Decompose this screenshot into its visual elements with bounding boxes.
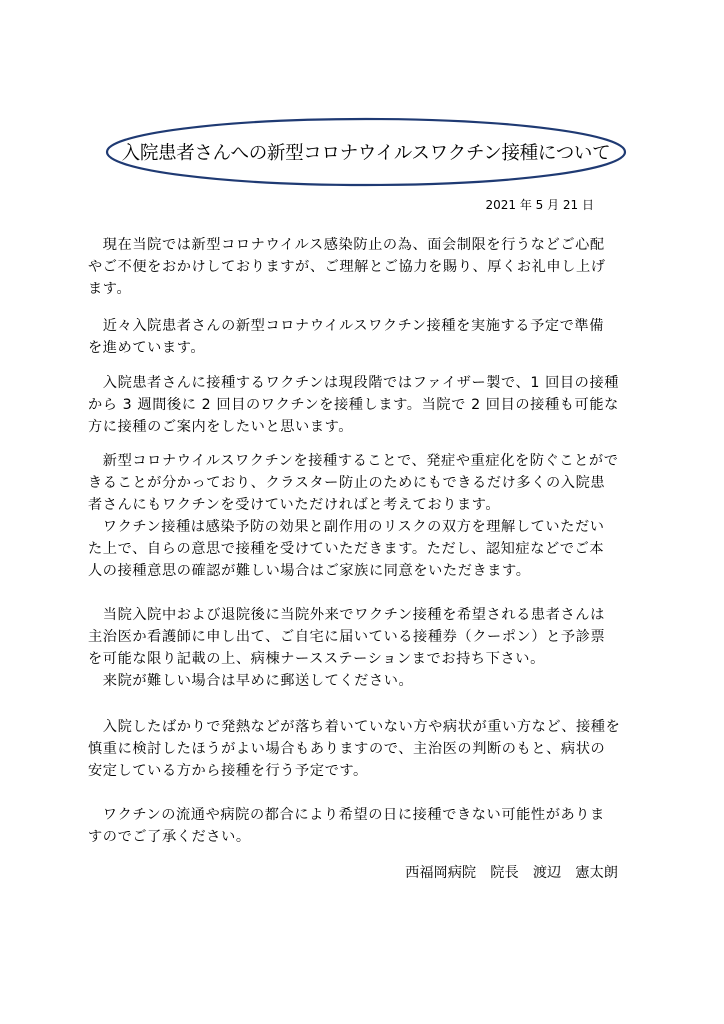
paragraph-line: 来院が難しい場合は早めに郵送してください。 [88, 673, 414, 689]
title-banner [104, 116, 628, 188]
paragraph-line: 安定している方から接種を行う予定です。 [88, 763, 368, 779]
paragraph-line: 当院入院中および退院後に当院外来でワクチン接種を希望される患者さんは [88, 607, 605, 623]
paragraph-visitation [88, 234, 636, 300]
paragraph-line: 慎重に検討したほうがよい場合もありますので、主治医の判断のもと、病状の [88, 741, 606, 757]
page-title: 入院患者さんへの新型コロナウイルスワクチン接種について [121, 143, 611, 164]
paragraph-line: すのでご了承ください。 [88, 829, 251, 845]
paragraph-caution [88, 716, 636, 782]
paragraph-consent [88, 516, 636, 582]
paragraph-line: 入院したばかりで発熱などが落ち着いていない方や病状が重い方など、接種を [88, 719, 621, 735]
paragraph-line: きることが分かっており、クラスター防止のためにもできるだけ多くの入院患 [88, 475, 606, 491]
paragraph-line: 方に接種のご案内をしたいと思います。 [88, 419, 354, 435]
paragraph-line: ワクチン接種は感染予防の効果と副作用のリスクの双方を理解していただい [88, 519, 605, 535]
paragraph-supply-notice [88, 804, 636, 848]
paragraph-line: 者さんにもワクチンを受けていただければと考えております。 [88, 497, 501, 513]
paragraph-vaccine-schedule [88, 372, 636, 438]
paragraph-line: 人の接種意思の確認が難しい場合はご家族に同意をいただきます。 [88, 563, 531, 579]
paragraph-line: 入院患者さんに接種するワクチンは現段階ではファイザー製で、1 回目の接種 [88, 375, 620, 391]
paragraph-line: 近々入院患者さんの新型コロナウイルスワクチン接種を実施する予定で準備 [88, 318, 605, 334]
paragraph-line: を可能な限り記載の上、病棟ナースステーションまでお持ち下さい。 [88, 651, 545, 667]
paragraph-line: 現在当院では新型コロナウイルス感染防止の為、面会制限を行うなどご心配 [88, 237, 605, 253]
paragraph-outpatient [88, 604, 636, 692]
paragraph-line: を進めています。 [88, 340, 206, 356]
signature: 西福岡病院 院長 渡辺 憲太朗 [405, 865, 618, 881]
document-date: 2021 年 5 月 21 日 [485, 198, 594, 212]
paragraph-preparation [88, 315, 636, 359]
paragraph-line: から 3 週間後に 2 回目のワクチンを接種します。当院で 2 回目の接種も可能な [88, 397, 619, 413]
paragraph-line: 新型コロナウイルスワクチンを接種することで、発症や重症化を防ぐことがで [88, 453, 619, 469]
paragraph-line: ワクチンの流通や病院の都合により希望の日に接種できない可能性がありま [88, 807, 605, 823]
paragraph-line: やご不便をおかけしておりますが、ご理解とご協力を賜り、厚くお礼申し上げ [88, 259, 606, 275]
paragraph-line: ます。 [88, 281, 132, 297]
paragraph-line: た上で、自らの意思で接種を受けていただきます。ただし、認知症などでご本 [88, 541, 605, 557]
paragraph-benefits [88, 450, 636, 516]
paragraph-line: 主治医か看護師に申し出て、ご自宅に届いている接種券（クーポン）と予診票 [88, 629, 606, 645]
